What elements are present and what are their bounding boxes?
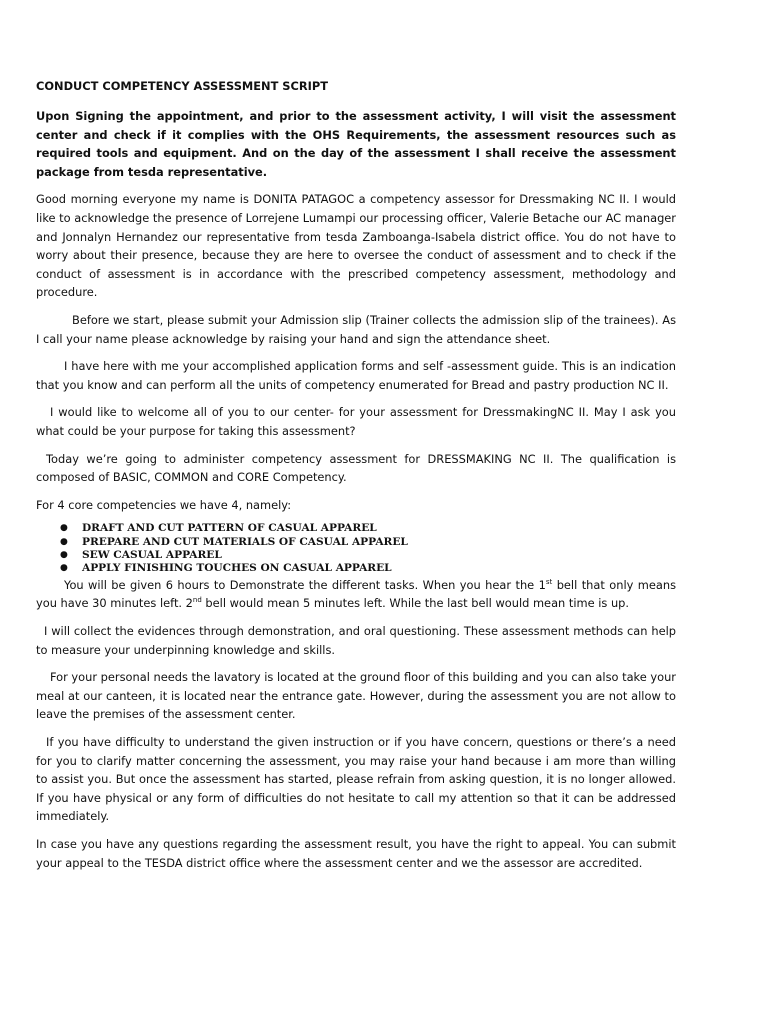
paragraph-appeal: In case you have any questions regarding the assessment result, you have the right to appeal. You can submit your appeal to the TESDA district office where the assessment center and we the assessor are accredited.	[36, 836, 676, 870]
bullet-icon: ●	[60, 523, 68, 534]
paragraph-core-intro: For 4 core competencies we have 4, namely:	[36, 497, 292, 512]
paragraph-difficulty	[36, 733, 676, 826]
paragraph-application-forms-text: I have here with me your accomplished application forms and self -assessment guide. This is an indication that you know and can perform all the units of competency enumerated for Bread and pastry production NC II.	[36, 359, 676, 392]
paragraph-personal-needs-text: For your personal needs the lavatory is located at the ground floor of this building and you can also take your meal at our canteen, it is located near the entrance gate. However, during the assessment you are not allow to leave the premises of the assessment center.	[36, 670, 676, 722]
paragraph-evidence-text: I will collect the evidences through demonstration, and oral questioning. These assessment methods can help to measure your underpinning knowledge and skills.	[36, 624, 676, 657]
paragraph-admission-slip-text: Before we start, please submit your Admission slip (Trainer collects the admission slip of the trainees). As I call your name please acknowledge by raising your hand and sign the attendance sheet.	[36, 312, 676, 346]
paragraph-evidence	[36, 622, 676, 659]
paragraph-admission-slip	[36, 311, 676, 348]
list-item: ● APPLY FINISHING TOUCHES ON CASUAL APPAREL	[60, 562, 392, 575]
document-title: CONDUCT COMPETENCY ASSESSMENT SCRIPT	[36, 79, 329, 93]
list-item: ● DRAFT AND CUT PATTERN OF CASUAL APPAREL	[60, 522, 377, 535]
paragraph-welcome	[36, 403, 676, 440]
list-item: ● PREPARE AND CUT MATERIALS OF CASUAL APPAREL	[60, 535, 408, 548]
intro-paragraph: Upon Signing the appointment, and prior to the assessment activity, I will visit the assessment center and check if it complies with the OHS Requirements, the assessment resources such as required tools and equipment. And on the day of the assessment I shall receive the assessment package from tesda representative.	[36, 109, 676, 179]
list-item: ● SEW CASUAL APPAREL	[60, 549, 222, 562]
bullet-icon: ●	[60, 563, 68, 574]
paragraph-qualification	[36, 450, 676, 487]
document-body	[36, 77, 676, 881]
paragraph-difficulty-text: If you have difficulty to understand the given instruction or if you have concern, questions or there’s a need for you to clarify matter concerning the assessment, you may raise your hand because i am more than willing to assist you. But once the assessment has started, please refrain from asking question, it is no longer allowed. If you have physical or any form of difficulties do not hesitate to call my attention so that it can be addressed immediately.	[36, 735, 676, 824]
paragraph-personal-needs	[36, 668, 676, 724]
bullet-icon: ●	[60, 536, 68, 547]
paragraph-time-limit: You will be given 6 hours to Demonstrate the different tasks. When you hear the 1st bell that only means you have 30 minutes left. 2nd bell would mean 5 minutes left. While the last bell would mean time is up.	[36, 577, 677, 611]
paragraph-application-forms	[36, 357, 676, 394]
paragraph-greeting: Good morning everyone my name is DONITA PATAGOC a competency assessor for Dressmaking NC II. I would like to acknowledge the presence of Lorrejene Lumampi our processing officer, Valerie Betache our AC manager and Jonnalyn Hernandez our representative from tesda Zamboanga-Isabela district office. You do not have to worry about their presence, because they are here to oversee the conduct of assessment and to check if the conduct of assessment is in accordance with the prescribed competency assessment, methodology and procedure.	[36, 192, 676, 300]
competency-list	[36, 522, 676, 576]
paragraph-welcome-text: I would like to welcome all of you to our center- for your assessment for DressmakingNC II. May I ask you what could be your purpose for taking this assessment?	[36, 405, 676, 438]
bullet-icon: ●	[60, 550, 68, 561]
paragraph-qualification-text: Today we’re going to administer competency assessment for DRESSMAKING NC II. The qualification is composed of BASIC, COMMON and CORE Competency.	[36, 451, 676, 485]
